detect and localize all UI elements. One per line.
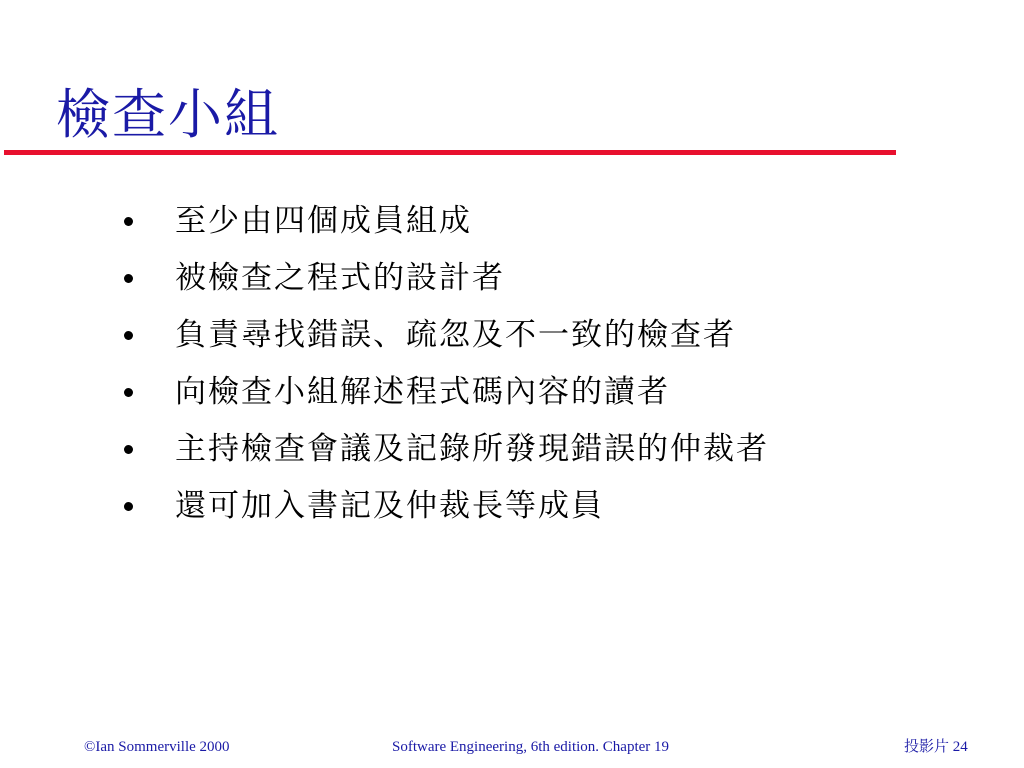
bullet-dot-icon <box>124 388 133 397</box>
bullet-text: 被檢查之程式的設計者 <box>175 260 505 296</box>
slide-title: 檢查小組 <box>56 83 280 146</box>
bullet-text: 至少由四個成員組成 <box>175 203 472 239</box>
bullet-dot-icon <box>124 502 133 511</box>
footer-slide-number: 投影片 24 <box>904 739 968 755</box>
bullet-text: 向檢查小組解述程式碼內容的讀者 <box>175 374 670 410</box>
bullet-dot-icon <box>124 217 133 226</box>
footer-book-title: Software Engineering, 6th edition. Chapter 19 <box>392 739 670 755</box>
footer-copyright: ©Ian Sommerville 2000 <box>84 739 230 755</box>
bullet-dot-icon <box>124 274 133 283</box>
bullet-text: 主持檢查會議及記錄所發現錯誤的仲裁者 <box>175 431 769 467</box>
bullet-text: 還可加入書記及仲裁長等成員 <box>175 488 604 524</box>
title-divider <box>4 150 896 155</box>
bullet-text: 負責尋找錯誤、疏忽及不一致的檢查者 <box>175 317 736 353</box>
bullet-dot-icon <box>124 445 133 454</box>
bullet-dot-icon <box>124 331 133 340</box>
